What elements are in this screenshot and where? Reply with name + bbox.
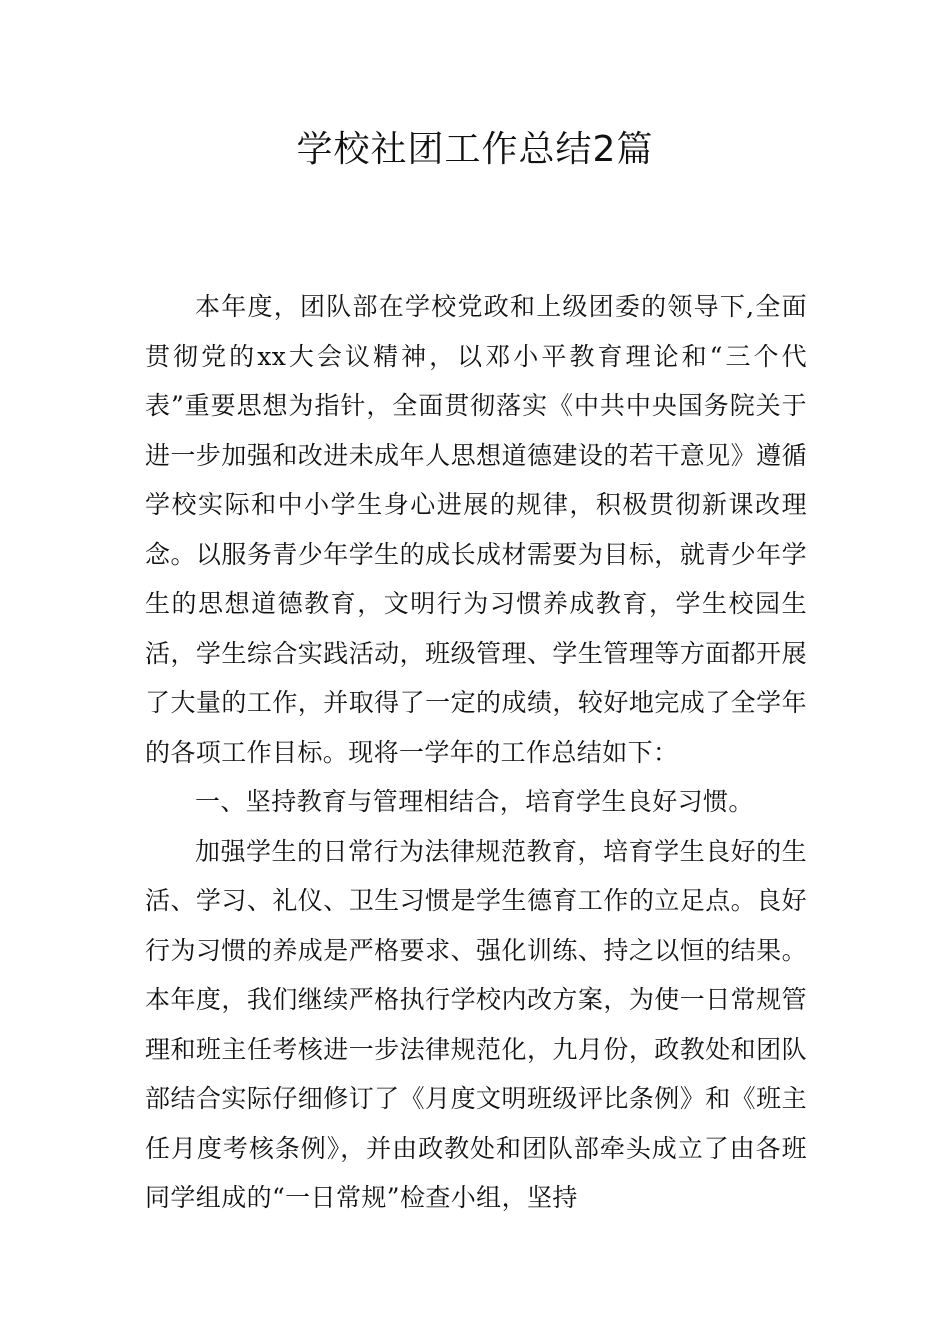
document-body [145, 282, 807, 1223]
document-title: 学校社团工作总结2篇 [296, 129, 654, 170]
paragraph-habits: 加强学生的日常行为法律规范教育，培育学生良好的生活、学习、礼仪、卫生习惯是学生德育工作的立足点。良好行为习惯的养成是严格要求、强化训练、持之以恒的结果。本年度，我们继续严格执行学校内改方案，为使一日常规管理和班主任考核进一步法律规范化，九月份，政教处和团队部结合实际仔细修订了《月度文明班级评比条例》和《班主任月度考核条例》，并由政教处和团队部牵头成立了由各班同学组成的“一日常规”检查小组，坚持 [145, 836, 807, 1212]
paragraph-intro: 本年度，团队部在学校党政和上级团委的领导下,全面贯彻党的xx大会议精神，以邓小平教育理论和“三个代表”重要思想为指针，全面贯彻落实《中共中央国务院关于进一步加强和改进未成年人思想道德建设的若干意见》遵循学校实际和中小学生身心进展的规律，积极贯彻新课改理念。以服务青少年学生的成长成材需要为目标，就青少年学生的思想道德教育，文明行为习惯养成教育，学生校园生活，学生综合实践活动，班级管理、学生管理等方面都开展了大量的工作，并取得了一定的成绩，较好地完成了全学年的各项工作目标。现将一学年的工作总结如下： [145, 292, 807, 767]
paragraph-section-heading: 一、坚持教育与管理相结合，培育学生良好习惯。 [195, 787, 754, 816]
